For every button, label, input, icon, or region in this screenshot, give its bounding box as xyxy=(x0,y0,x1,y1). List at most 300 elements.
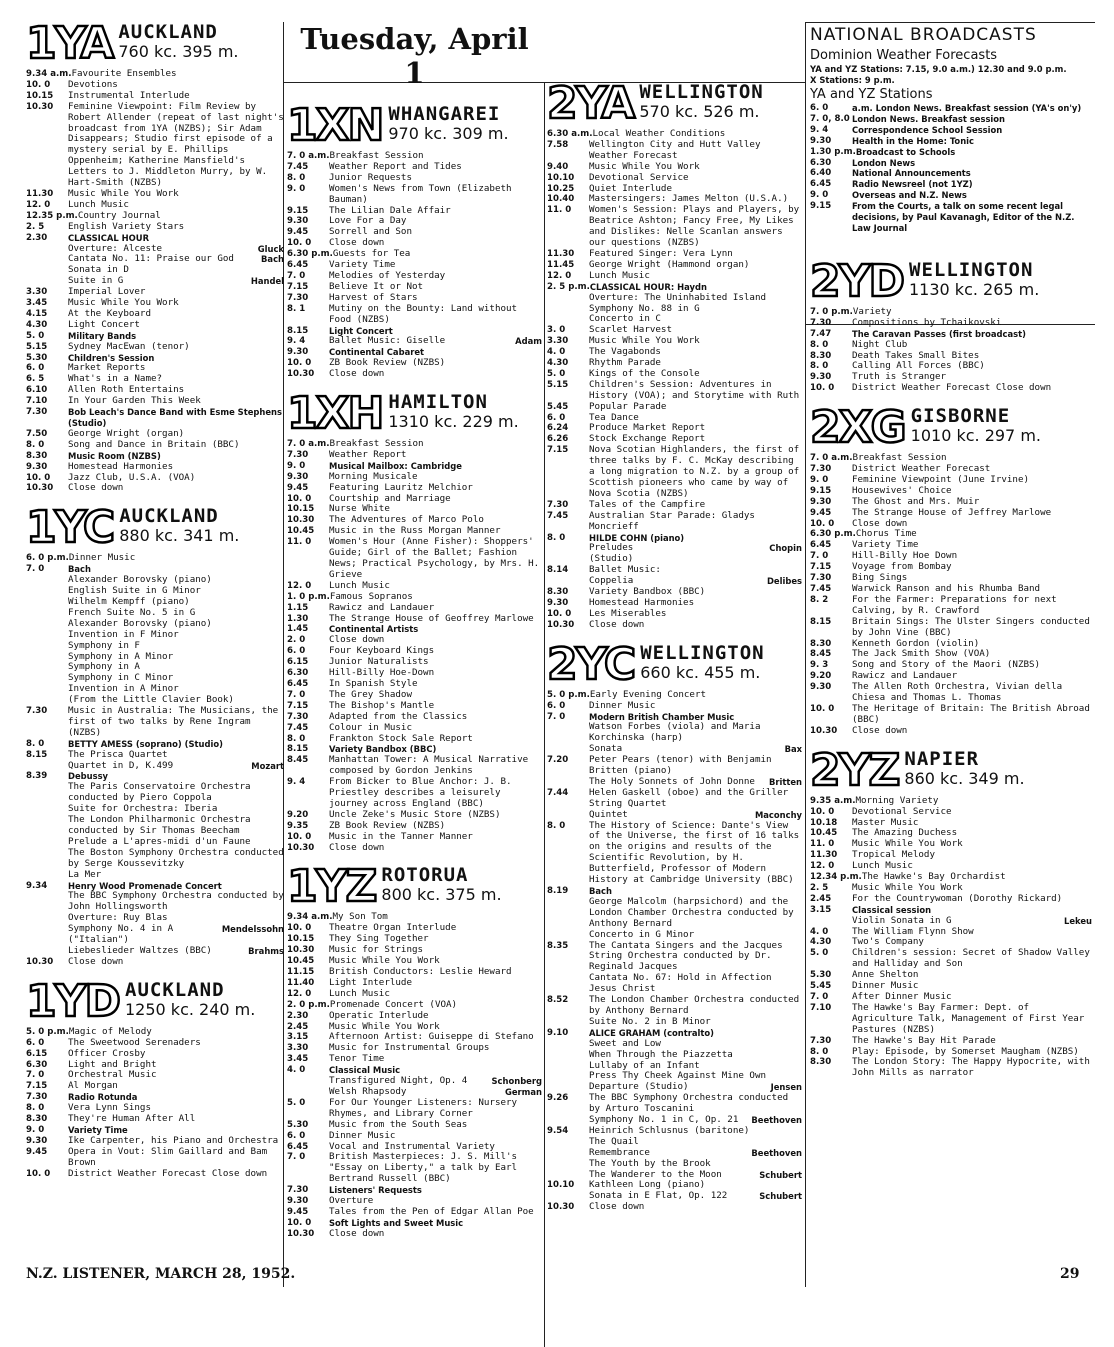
programme-time: 8.30 xyxy=(26,1114,48,1125)
programme-title: The Strange House of Jeffrey Marlowe xyxy=(852,506,1052,518)
programme-title: In Your Garden This Week xyxy=(68,395,201,407)
programme-row xyxy=(26,641,284,652)
programme-row xyxy=(287,832,542,843)
programme-title: Close down xyxy=(589,618,645,630)
programme-row xyxy=(287,679,542,690)
programme-title: Music in the Russ Morgan Manner xyxy=(329,525,501,537)
station-1yz xyxy=(287,861,542,913)
call-sign: 2YZ xyxy=(810,744,899,796)
programme-time xyxy=(547,314,589,325)
programme-time: 2. 0 xyxy=(287,635,306,646)
programme-title: Remembrance xyxy=(589,1146,650,1158)
programme-row xyxy=(547,1017,802,1028)
programme-title: Close down xyxy=(852,517,908,529)
programme-list xyxy=(287,151,542,380)
programme-row xyxy=(287,249,542,260)
composer: Beethoven xyxy=(751,1147,802,1158)
programme-time: 10. 0 xyxy=(287,1217,312,1228)
programme-time: 9.54 xyxy=(547,1125,569,1136)
programme-title: Dinner Music xyxy=(68,552,136,564)
programme-time: 7.30 xyxy=(26,1092,48,1103)
programme-row xyxy=(287,1054,542,1065)
programme-title: Variety Time xyxy=(852,539,919,551)
programme-title: Australian Star Parade: Gladys Moncrieff xyxy=(589,509,755,532)
programme-title: The Cantata Singers and the Jacques String Orchestra conducted by Dr. Reginald Jacques xyxy=(589,939,783,973)
programme-row xyxy=(547,533,802,544)
programme-title: From Bicker to Blue Anchor: J. B. Priestley describes a leisurely journey across England (BBC) xyxy=(329,776,512,809)
programme-title: Music Room (NZBS) xyxy=(68,450,161,461)
programme-time: 6.30 a.m. xyxy=(547,129,593,139)
programme-time: 9.45 xyxy=(287,227,309,238)
programme-title: Operatic Interlude xyxy=(329,1009,429,1021)
programme-time: 6.45 xyxy=(810,179,832,190)
programme-row xyxy=(547,162,802,173)
programme-row xyxy=(547,271,802,282)
programme-time: 10.45 xyxy=(287,956,315,967)
programme-title: Liebeslieder Waltzes (BBC) xyxy=(68,944,212,956)
programme-row xyxy=(26,761,284,772)
programme-title: Alexander Borovsky (piano) xyxy=(68,617,212,629)
programme-title: Local Weather Conditions xyxy=(592,128,726,139)
programme-title: Suite in G xyxy=(68,275,124,287)
programme-time: 5. 0 p.m. xyxy=(26,1026,69,1037)
programme-title: Light and Bright xyxy=(68,1058,157,1070)
programme-time: 10.15 xyxy=(287,504,315,515)
call-sign: 1XN xyxy=(287,100,383,151)
programme-time: 11. 0 xyxy=(810,839,835,850)
programme-row xyxy=(287,184,542,206)
programme-time: 7. 0 p.m. xyxy=(810,306,853,317)
programme-row xyxy=(810,179,1092,190)
programme-time: 10.45 xyxy=(287,526,315,537)
programme-time xyxy=(287,1087,329,1098)
call-sign: 1YC xyxy=(26,502,114,554)
programme-title: Early Evening Concert xyxy=(589,688,707,700)
programme-title: The Holy Sonnets of John Donne xyxy=(589,775,755,787)
column-2 xyxy=(287,22,542,1240)
programme-time: 7. 0 xyxy=(26,1070,45,1081)
programme-title: ZB Book Review (NZBS) xyxy=(329,819,446,831)
programme-row xyxy=(287,1098,542,1120)
programme-title: The London Philharmonic Orchestra conducted by Sir Thomas Beecham xyxy=(68,814,251,836)
programme-time: 9.34 a.m. xyxy=(287,912,333,923)
programme-time: 8. 0 xyxy=(810,1046,829,1057)
programme-title: Light Concert xyxy=(329,325,393,336)
programme-time: 12.34 p.m. xyxy=(810,872,862,883)
programme-row xyxy=(287,614,542,625)
programme-time: 9. 0 xyxy=(810,190,829,201)
programme-time: 5.30 xyxy=(810,970,832,981)
programme-title: For Our Younger Listeners: Nursery Rhymes, and Library Corner xyxy=(329,1096,518,1119)
programme-title: Favourite Ensembles xyxy=(71,68,177,79)
programme-time: 9.26 xyxy=(547,1093,569,1104)
programme-time xyxy=(547,930,589,941)
programme-time: 5.15 xyxy=(547,379,569,390)
programme-row xyxy=(547,1202,802,1213)
programme-time: 9.30 xyxy=(287,1196,309,1207)
station-frequency: 970 kc. 309 m. xyxy=(388,124,509,143)
programme-time: 10.30 xyxy=(26,101,54,112)
programme-title: Variety Bandbox (BBC) xyxy=(329,744,437,755)
programme-title: After Dinner Music xyxy=(852,991,952,1002)
programme-row xyxy=(810,158,1092,169)
programme-title: Kathleen Long (piano) xyxy=(589,1179,706,1191)
programme-row xyxy=(26,891,284,913)
programme-time xyxy=(26,575,68,586)
programme-title: Housewives' Choice xyxy=(852,484,952,496)
call-sign: 2YA xyxy=(547,78,634,129)
programme-time: 5.30 xyxy=(26,352,48,363)
programme-title: Country Journal xyxy=(77,209,161,221)
programme-time: 1.15 xyxy=(287,602,309,613)
programme-title: Lunch Music xyxy=(329,987,390,999)
programme-title: Preludes xyxy=(589,542,634,554)
programme-title: The London Story: The Happy Hypocrite, with John Mills as narrator xyxy=(852,1056,1090,1079)
programme-time: 7. 0 xyxy=(287,1152,306,1163)
programme-row xyxy=(26,407,284,429)
programme-title: Devotional Service xyxy=(852,805,952,817)
programme-time: 3.30 xyxy=(287,1043,309,1054)
programme-time: 7. 0 a.m. xyxy=(287,439,330,450)
programme-title: Correspondence School Session xyxy=(852,124,1003,135)
programme-time: 10.30 xyxy=(287,945,315,956)
programme-time: 9.40 xyxy=(547,161,569,172)
programme-title: Suite for Orchestra: Iberia xyxy=(68,803,218,815)
programme-title: The Adventures of Marco Polo xyxy=(329,514,484,526)
programme-list xyxy=(810,307,1092,394)
programme-time: 9.30 xyxy=(26,1135,48,1146)
programme-row xyxy=(287,581,542,592)
programme-title: Overture: Ruy Blas xyxy=(68,912,168,924)
programme-time: 11.30 xyxy=(26,188,54,199)
programme-title: The BBC Symphony Orchestra conducted by John Hollingsworth xyxy=(68,890,284,913)
programme-time: 10.30 xyxy=(26,483,54,494)
programme-title: Press Thy Cheek Against Mine Own xyxy=(589,1070,767,1082)
programme-title: Music While You Work xyxy=(589,160,700,172)
programme-title: Overture xyxy=(329,1195,374,1207)
programme-time: 10.25 xyxy=(547,183,575,194)
station-frequency: 760 kc. 395 m. xyxy=(118,42,239,61)
programme-time: 7. 0 xyxy=(26,564,45,575)
weather-line: YA and YZ Stations: 7.15, 9.0 a.m.) 12.30 and 9.0 p.m. xyxy=(810,64,1067,74)
programme-time: 8.30 xyxy=(810,638,832,649)
programme-time: 10. 0 xyxy=(810,383,835,394)
programme-row xyxy=(810,726,1092,737)
programme-time: 5. 0 xyxy=(26,330,45,341)
programme-title: Theatre Organ Interlude xyxy=(329,922,457,934)
programme-row xyxy=(287,1218,542,1229)
programme-time: 5. 0 xyxy=(287,1097,306,1108)
programme-title: Quintet xyxy=(589,808,628,820)
programme-title: Symphony No. 88 in G xyxy=(589,302,700,314)
composer: Maconchy xyxy=(754,809,802,820)
programme-row xyxy=(547,140,802,162)
programme-time: 7.15 xyxy=(287,700,309,711)
programme-title: Ike Carpenter, his Piano and Orchestra xyxy=(68,1134,279,1146)
programme-time: 9.45 xyxy=(26,1146,48,1157)
programme-list xyxy=(26,553,284,967)
programme-time xyxy=(26,662,68,673)
programme-title: Kings of the Console xyxy=(589,367,700,379)
composer: Mendelssohn xyxy=(221,924,284,935)
stations-heading: YA and YZ Stations xyxy=(810,87,933,102)
programme-title: For the Countrywoman (Dorothy Rickard) xyxy=(852,892,1063,904)
programme-time: 10.10 xyxy=(547,172,575,183)
station-1yd xyxy=(26,975,284,1027)
programme-time: 7.45 xyxy=(810,584,832,594)
programme-time: 7.30 xyxy=(26,407,48,418)
programme-time: 10. 0 xyxy=(287,923,312,934)
programme-title: Women's News from Town (Elizabeth Bauman) xyxy=(329,182,512,205)
programme-time: 1.45 xyxy=(287,624,309,635)
programme-title: The Allen Roth Orchestra, Vivian della Chiesa and Thomas L. Thomas xyxy=(852,681,1063,704)
programme-row xyxy=(547,897,802,930)
programme-time: 6. 0 xyxy=(26,363,45,374)
programme-time: 6.45 xyxy=(287,1141,309,1152)
programme-title: Officer Crosby xyxy=(68,1047,146,1059)
station-2yc xyxy=(547,638,802,690)
programme-time: 6.45 xyxy=(287,260,309,271)
programme-time: 6. 0 xyxy=(287,646,306,657)
programme-title: The Heritage of Britain: The British Abroad (BBC) xyxy=(852,702,1090,725)
programme-time xyxy=(26,597,68,608)
programme-row xyxy=(26,706,284,739)
programme-time: 7.30 xyxy=(810,464,832,475)
programme-time: 7.20 xyxy=(547,755,569,766)
programme-title: Stock Exchange Report xyxy=(589,433,706,445)
programme-title: Children's Session: Adventures in History (VOA); and Storytime with Ruth xyxy=(589,378,800,401)
programme-time: 6. 0 xyxy=(26,1037,45,1048)
programme-time: 7.30 xyxy=(287,1185,309,1196)
programme-row xyxy=(26,750,284,761)
programme-row xyxy=(810,383,1092,394)
programme-title: Colour in Music xyxy=(329,721,412,733)
programme-title: Watson Forbes (viola) and Maria Korchinska (harp) xyxy=(589,721,761,744)
programme-title: Feminine Viewpoint (June Irvine) xyxy=(852,473,1030,485)
programme-row xyxy=(547,701,802,712)
programme-time: 9. 4 xyxy=(287,336,306,347)
programme-time: 9. 0 xyxy=(26,1124,45,1135)
programme-row xyxy=(810,136,1092,147)
column-3 xyxy=(547,78,802,1213)
programme-title: Quiet Interlude xyxy=(589,182,672,194)
programme-time xyxy=(26,761,68,772)
programme-time: 8. 2 xyxy=(810,594,829,605)
programme-title: Weather Report xyxy=(329,448,407,460)
programme-title: Devotional Service xyxy=(589,171,689,183)
programme-title: Dinner Music xyxy=(852,980,919,992)
programme-time: 7. 0 xyxy=(287,270,306,281)
column-rule xyxy=(805,22,806,1287)
programme-title: Symphony No. 1 in C, Op. 21 xyxy=(589,1114,739,1126)
programme-time: 9.20 xyxy=(810,671,832,682)
programme-title: Symphony in A Minor xyxy=(68,650,174,662)
programme-row xyxy=(547,205,802,249)
programme-row xyxy=(547,1050,802,1061)
programme-time: 9.34 a.m. xyxy=(26,69,72,79)
programme-time: 7.45 xyxy=(287,161,309,172)
programme-time: 10. 0 xyxy=(287,831,312,842)
programme-title: Promenade Concert (VOA) xyxy=(329,998,458,1010)
programme-time: 9.30 xyxy=(547,597,569,608)
programme-row xyxy=(287,1076,542,1087)
programme-title: The Jack Smith Show (VOA) xyxy=(852,648,991,660)
programme-time: 3.15 xyxy=(287,1032,309,1043)
composer: Delibes xyxy=(766,576,802,587)
programme-title: Market Reports xyxy=(68,362,146,374)
programme-title: London News. Breakfast session xyxy=(852,113,1006,124)
programme-title: English Suite in G Minor xyxy=(68,585,201,597)
programme-row xyxy=(26,848,284,870)
programme-title: From the Courts, a talk on some recent legal decisions, by Paul Kavanagh, Editor of the N.Z. Law Journal xyxy=(852,201,1075,233)
programme-time: 2. 5 xyxy=(810,882,829,893)
programme-time xyxy=(26,619,68,630)
programme-row xyxy=(547,380,802,402)
programme-time xyxy=(26,673,68,684)
programme-row xyxy=(287,712,542,723)
programme-title: British Masterpieces: J. S. Mill's "Essay on Liberty," a talk by Earl Bertrand Russell (BBC) xyxy=(329,1151,518,1185)
programme-time: 10.30 xyxy=(287,515,315,526)
programme-time: 8.15 xyxy=(26,749,48,760)
programme-time: 3.15 xyxy=(810,904,832,915)
programme-title: The BBC Symphony Orchestra conducted by Arturo Toscanini xyxy=(589,1092,789,1115)
programme-title: Produce Market Report xyxy=(589,422,706,434)
programme-row xyxy=(810,340,1092,351)
programme-title: Courtship and Marriage xyxy=(329,492,451,504)
programme-time: 10. 0 xyxy=(287,358,312,369)
programme-title: Children's session: Secret of Shadow Valley and Halliday and Son xyxy=(852,947,1090,970)
programme-title: Heinrich Schlusnus (baritone) xyxy=(589,1124,750,1136)
programme-title: Transfigured Night, Op. 4 xyxy=(329,1075,468,1087)
programme-row xyxy=(26,483,284,494)
column-rule xyxy=(544,82,545,1347)
programme-title: Manhattan Tower: A Musical Narrative composed by Gordon Jenkins xyxy=(329,754,529,777)
weather-line: X Stations: 9 p.m. xyxy=(810,74,895,85)
call-sign: 2YC xyxy=(547,638,635,690)
programme-title: Ballet Music: xyxy=(589,564,661,576)
programme-row xyxy=(547,995,802,1017)
programme-title: Music in Australia: The Musicians, the first of two talks by Rene Ingram (NZBS) xyxy=(68,705,279,738)
programme-list xyxy=(547,129,802,631)
programme-time xyxy=(26,652,68,663)
composer: Lekeu xyxy=(1063,915,1092,926)
programme-title: Jazz Club, U.S.A. (VOA) xyxy=(68,471,196,483)
programme-title: Violin Sonata in G xyxy=(852,914,952,926)
programme-title: Music for Instrumental Groups xyxy=(329,1042,490,1054)
programme-title: Popular Parade xyxy=(589,400,667,412)
programme-row xyxy=(287,336,542,347)
programme-title: Rhythm Parade xyxy=(589,357,661,369)
programme-time: 9.30 xyxy=(810,496,832,507)
programme-title: Song and Story of the Maori (NZBS) xyxy=(852,659,1041,671)
programme-time xyxy=(26,276,68,287)
programme-time: 12. 0 xyxy=(547,270,572,281)
programme-time: 9.45 xyxy=(810,507,832,518)
programme-time: 7. 0 a.m. xyxy=(810,453,853,464)
programme-time: 10.30 xyxy=(547,1202,575,1213)
programme-title: Close down xyxy=(329,368,385,380)
programme-title: The Hawke's Bay Farmer: Dept. of Agriculture Talk, Management of First Year Pastures (NZBS) xyxy=(852,1001,1085,1035)
programme-title: Breakfast Session xyxy=(329,438,424,450)
programme-row xyxy=(287,978,542,989)
station-name: AUCKLAND xyxy=(125,978,225,1001)
programme-title: The Hawke's Bay Hit Parade xyxy=(852,1034,996,1046)
programme-title: Close down xyxy=(329,1227,385,1239)
programme-row xyxy=(547,598,802,609)
programme-title: Music While You Work xyxy=(68,297,179,309)
programme-title: Debussy xyxy=(68,771,109,782)
station-2yd xyxy=(810,255,1092,307)
programme-row xyxy=(810,508,1092,519)
programme-time: 11. 0 xyxy=(547,205,572,216)
programme-time: 6.40 xyxy=(810,168,832,179)
programme-title: Overture: Alceste xyxy=(68,242,163,254)
programme-title: Anne Shelton xyxy=(852,969,919,981)
programme-row xyxy=(287,304,542,326)
programme-title: Homestead Harmonies xyxy=(589,596,695,608)
programme-time: 1. 0 p.m. xyxy=(287,591,330,602)
programme-time: 9.30 xyxy=(810,372,832,383)
programme-row xyxy=(26,451,284,462)
page-title: Tuesday, April 1 xyxy=(300,22,529,90)
programme-title: CLASSICAL HOUR xyxy=(68,232,150,243)
station-frequency: 570 kc. 526 m. xyxy=(639,102,760,121)
programme-title: Tales from the Pen of Edgar Allan Poe xyxy=(329,1205,534,1217)
programme-time: 9.45 xyxy=(287,1206,309,1217)
programme-title: Helen Gaskell (oboe) and the Griller String Quartet xyxy=(589,786,789,809)
station-1xh xyxy=(287,388,542,440)
station-2yz xyxy=(810,744,1092,796)
programme-row xyxy=(26,298,284,309)
programme-time: 10. 0 xyxy=(287,238,312,249)
programme-time: 11.30 xyxy=(547,248,575,259)
programme-list xyxy=(287,912,542,1239)
programme-title: Music in the Tanner Manner xyxy=(329,830,473,842)
station-frequency: 860 kc. 349 m. xyxy=(904,768,1025,788)
programme-title: The Prisca Quartet xyxy=(68,748,168,760)
programme-time: 8. 0 xyxy=(287,733,306,744)
programme-title: Guests for Tea xyxy=(332,248,411,260)
programme-time: 5.45 xyxy=(547,401,569,412)
programme-time: 8. 0 xyxy=(26,738,45,749)
programme-row xyxy=(26,440,284,451)
programme-row xyxy=(547,755,802,777)
programme-title: Close down xyxy=(68,482,124,494)
programme-title: Quartet in D, K.499 xyxy=(68,759,174,771)
station-frequency: 1250 kc. 240 m. xyxy=(125,999,256,1019)
programme-time: 9.35 a.m. xyxy=(810,795,856,806)
programme-title: Afternoon Artist: Guiseppe di Stefano xyxy=(329,1031,534,1043)
programme-time: 2. 5 xyxy=(26,221,45,232)
programme-title: Symphony in F xyxy=(68,639,140,651)
programme-title: Breakfast Session xyxy=(852,452,947,464)
programme-title: Military Bands xyxy=(68,330,137,341)
programme-time: 7.15 xyxy=(810,562,832,573)
programme-row xyxy=(547,930,802,941)
station-frequency: 1130 kc. 265 m. xyxy=(909,279,1040,299)
programme-title: Love For a Day xyxy=(329,215,407,227)
programme-title: Classical Music xyxy=(329,1065,401,1076)
programme-title: Concerto in C xyxy=(589,313,661,325)
programme-title: Light Concert xyxy=(68,318,140,330)
programme-time: 3.30 xyxy=(547,336,569,347)
programme-time xyxy=(26,837,68,848)
programme-row xyxy=(287,723,542,734)
programme-time xyxy=(26,254,68,265)
programme-title: What's in a Name? xyxy=(68,373,163,385)
programme-row xyxy=(26,1169,284,1180)
programme-time: 5.45 xyxy=(810,981,832,992)
